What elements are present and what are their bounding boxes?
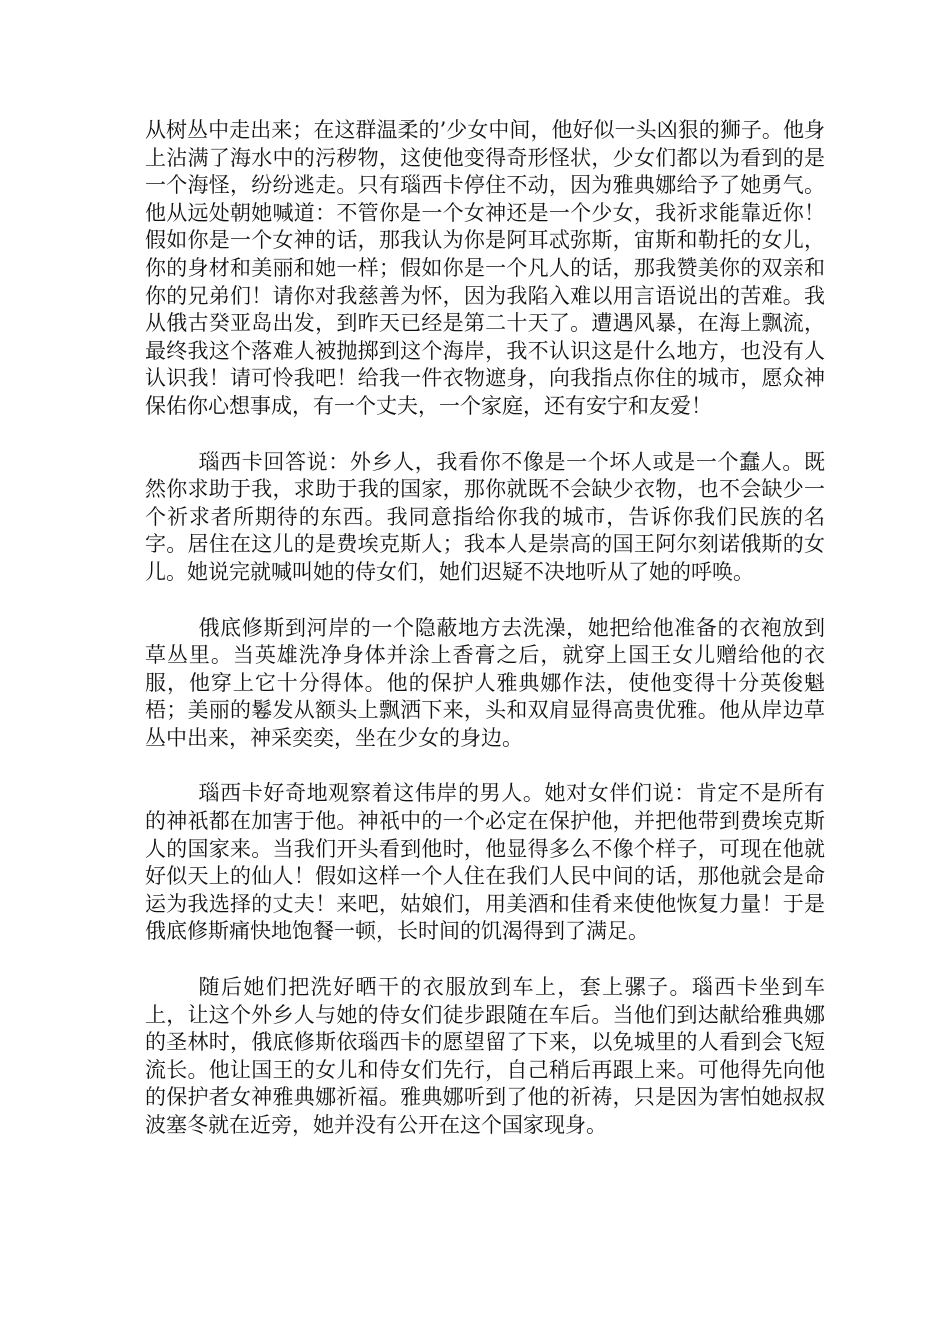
paragraph-2: 瑙西卡回答说：外乡人，我看你不像是一个坏人或是一个蠢人。既然你求助于我，求助于我的国家，那你就既不会缺少衣物，也不会缺少一个祈求者所期待的东西。我同意指给你我的城市，告诉你我们民族的名字。居住在这儿的是费埃克斯人；我本人是崇高的国王阿尔刻诺俄斯的女儿。她说完就喊叫她的侍女们，她们迟疑不决地听从了她的呼唤。 [145,449,825,584]
paragraph-1: 从树丛中走出来；在这群温柔的’少女中间，他好似一头凶狠的狮子。他身上沾满了海水中的污秽物，这使他变得奇形怪状，少女们都以为看到的是一个海怪，纷纷逃走。只有瑙西卡停住不动，因为雅典娜给予了她勇气。他从远处朝她喊道：不管你是一个女神还是一个少女，我祈求能靠近你！假如你是一个女神的话，那我认为你是阿耳忒弥斯，宙斯和勒托的女儿，你的身材和美丽和她一样；假如你是一个凡人的话，那我赞美你的双亲和你的兄弟们！请你对我慈善为怀，因为我陷入难以用言语说出的苦难。我从俄古癸亚岛出发，到昨天已经是第二十天了。遭遇风暴，在海上飘流，最终我这个落难人被抛掷到这个海岸，我不认识这是什么地方，也没有人认识我！请可怜我吧！给我一件衣物遮身，向我指点你住的城市，愿众神保佑你心想事成，有一个丈夫，一个家庭，还有安宁和友爱！ [145,118,825,418]
body-text [145,117,825,1168]
paragraph-4: 瑙西卡好奇地观察着这伟岸的男人。她对女伴们说：肯定不是所有的神祇都在加害于他。神祇中的一个必定在保护他，并把他带到费埃克斯人的国家来。当我们开头看到他时，他显得多么不像个样子，可现在他就好似天上的仙人！假如这样一个人住在我们人民中间的话，那他就会是命运为我选择的丈夫！来吧，姑娘们，用美酒和佳肴来使他恢复力量！于是俄底修斯痛快地饱餐一顿，长时间的饥渴得到了满足。 [145,781,825,944]
paragraph-5: 随后她们把洗好晒干的衣服放到车上，套上骡子。瑙西卡坐到车上，让这个外乡人与她的侍女们徒步跟随在车后。当他们到达献给雅典娜的圣林时，俄底修斯依瑙西卡的愿望留了下来，以免城里的人看到会飞短流长。他让国王的女儿和侍女们先行，自己稍后再跟上来。可他得先向他的保护者女神雅典娜祈福。雅典娜听到了他的祈祷，只是因为害怕她叔叔波塞冬就在近旁，她并没有公开在这个国家现身。 [145,975,825,1137]
paragraph-3: 俄底修斯到河岸的一个隐蔽地方去洗澡，她把给他准备的衣袍放到草丛里。当英雄洗净身体并涂上香膏之后，就穿上国王女儿赠给他的衣服，他穿上它十分得体。他的保护人雅典娜作法，使他变得十分英俊魁梧；美丽的鬈发从额头上飘洒下来，头和双肩显得高贵优雅。他从岸边草丛中出来，神采奕奕，坐在少女的身边。 [145,615,825,750]
